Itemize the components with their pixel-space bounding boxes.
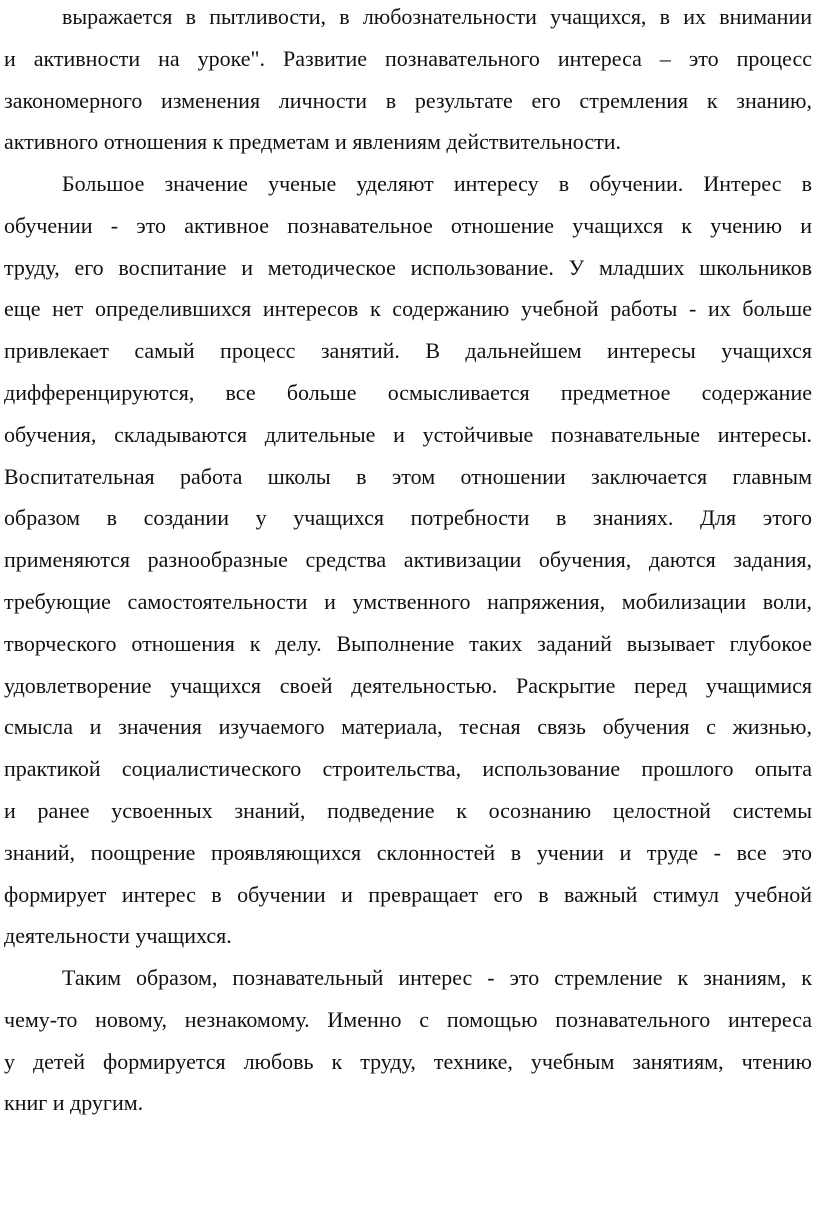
text-line: активного отношения к предметам и явлениям действительности. [4, 129, 621, 155]
text-line: привлекает самый процесс занятий. В дальнейшем интересы учащихся [4, 338, 812, 364]
text-line: деятельности учащихся. [4, 923, 232, 949]
text-line: удовлетворение учащихся своей деятельностью. Раскрытие перед учащимися [4, 672, 812, 698]
text-line: формирует интерес в обучении и превращает его в важный стимул учебной [4, 881, 812, 907]
text-line: и активности на уроке". Развитие познавательного интереса – это процесс [4, 45, 812, 71]
text-line: применяются разнообразные средства активизации обучения, даются задания, [4, 547, 812, 573]
text-line: у детей формируется любовь к труду, технике, учебным занятиям, чтению [4, 1048, 812, 1074]
text-line: чему-то новому, незнакомому. Именно с помощью познавательного интереса [4, 1006, 812, 1032]
text-line: смысла и значения изучаемого материала, тесная связь обучения с жизнью, [4, 714, 812, 740]
text-line: еще нет определившихся интересов к содержанию учебной работы - их больше [4, 296, 812, 322]
text-line: знаний, поощрение проявляющихся склонностей в учении и труде - все это [4, 839, 812, 865]
text-line: практикой социалистического строительства, использование прошлого опыта [4, 756, 812, 782]
text-line: творческого отношения к делу. Выполнение таких заданий вызывает глубокое [4, 630, 812, 656]
text-line: дифференцируются, все больше осмысливается предметное содержание [4, 379, 812, 405]
paragraph-3 [4, 957, 812, 1124]
text-line: требующие самостоятельности и умственного напряжения, мобилизации воли, [4, 588, 812, 614]
text-line: закономерного изменения личности в результате его стремления к знанию, [4, 87, 812, 113]
text-line: обучении - это активное познавательное отношение учащихся к учению и [4, 212, 812, 238]
text-line: Воспитательная работа школы в этом отношении заключается главным [4, 463, 812, 489]
paragraph-2 [4, 163, 812, 957]
text-line: образом в создании у учащихся потребности в знаниях. Для этого [4, 505, 812, 531]
text-line: и ранее усвоенных знаний, подведение к осознанию целостной системы [4, 797, 812, 823]
text-line: труду, его воспитание и методическое использование. У младших школьников [4, 254, 812, 280]
text-line: Таким образом, познавательный интерес - это стремление к знаниям, к [62, 965, 812, 990]
text-line: Большое значение ученые уделяют интересу в обучении. Интерес в [62, 171, 812, 196]
text-line: выражается в пытливости, в любознательности учащихся, в их внимании [62, 4, 812, 29]
text-line: обучения, складываются длительные и устойчивые познавательные интересы. [4, 421, 812, 447]
paragraph-1 [4, 0, 812, 163]
text-line: книг и другим. [4, 1090, 144, 1116]
